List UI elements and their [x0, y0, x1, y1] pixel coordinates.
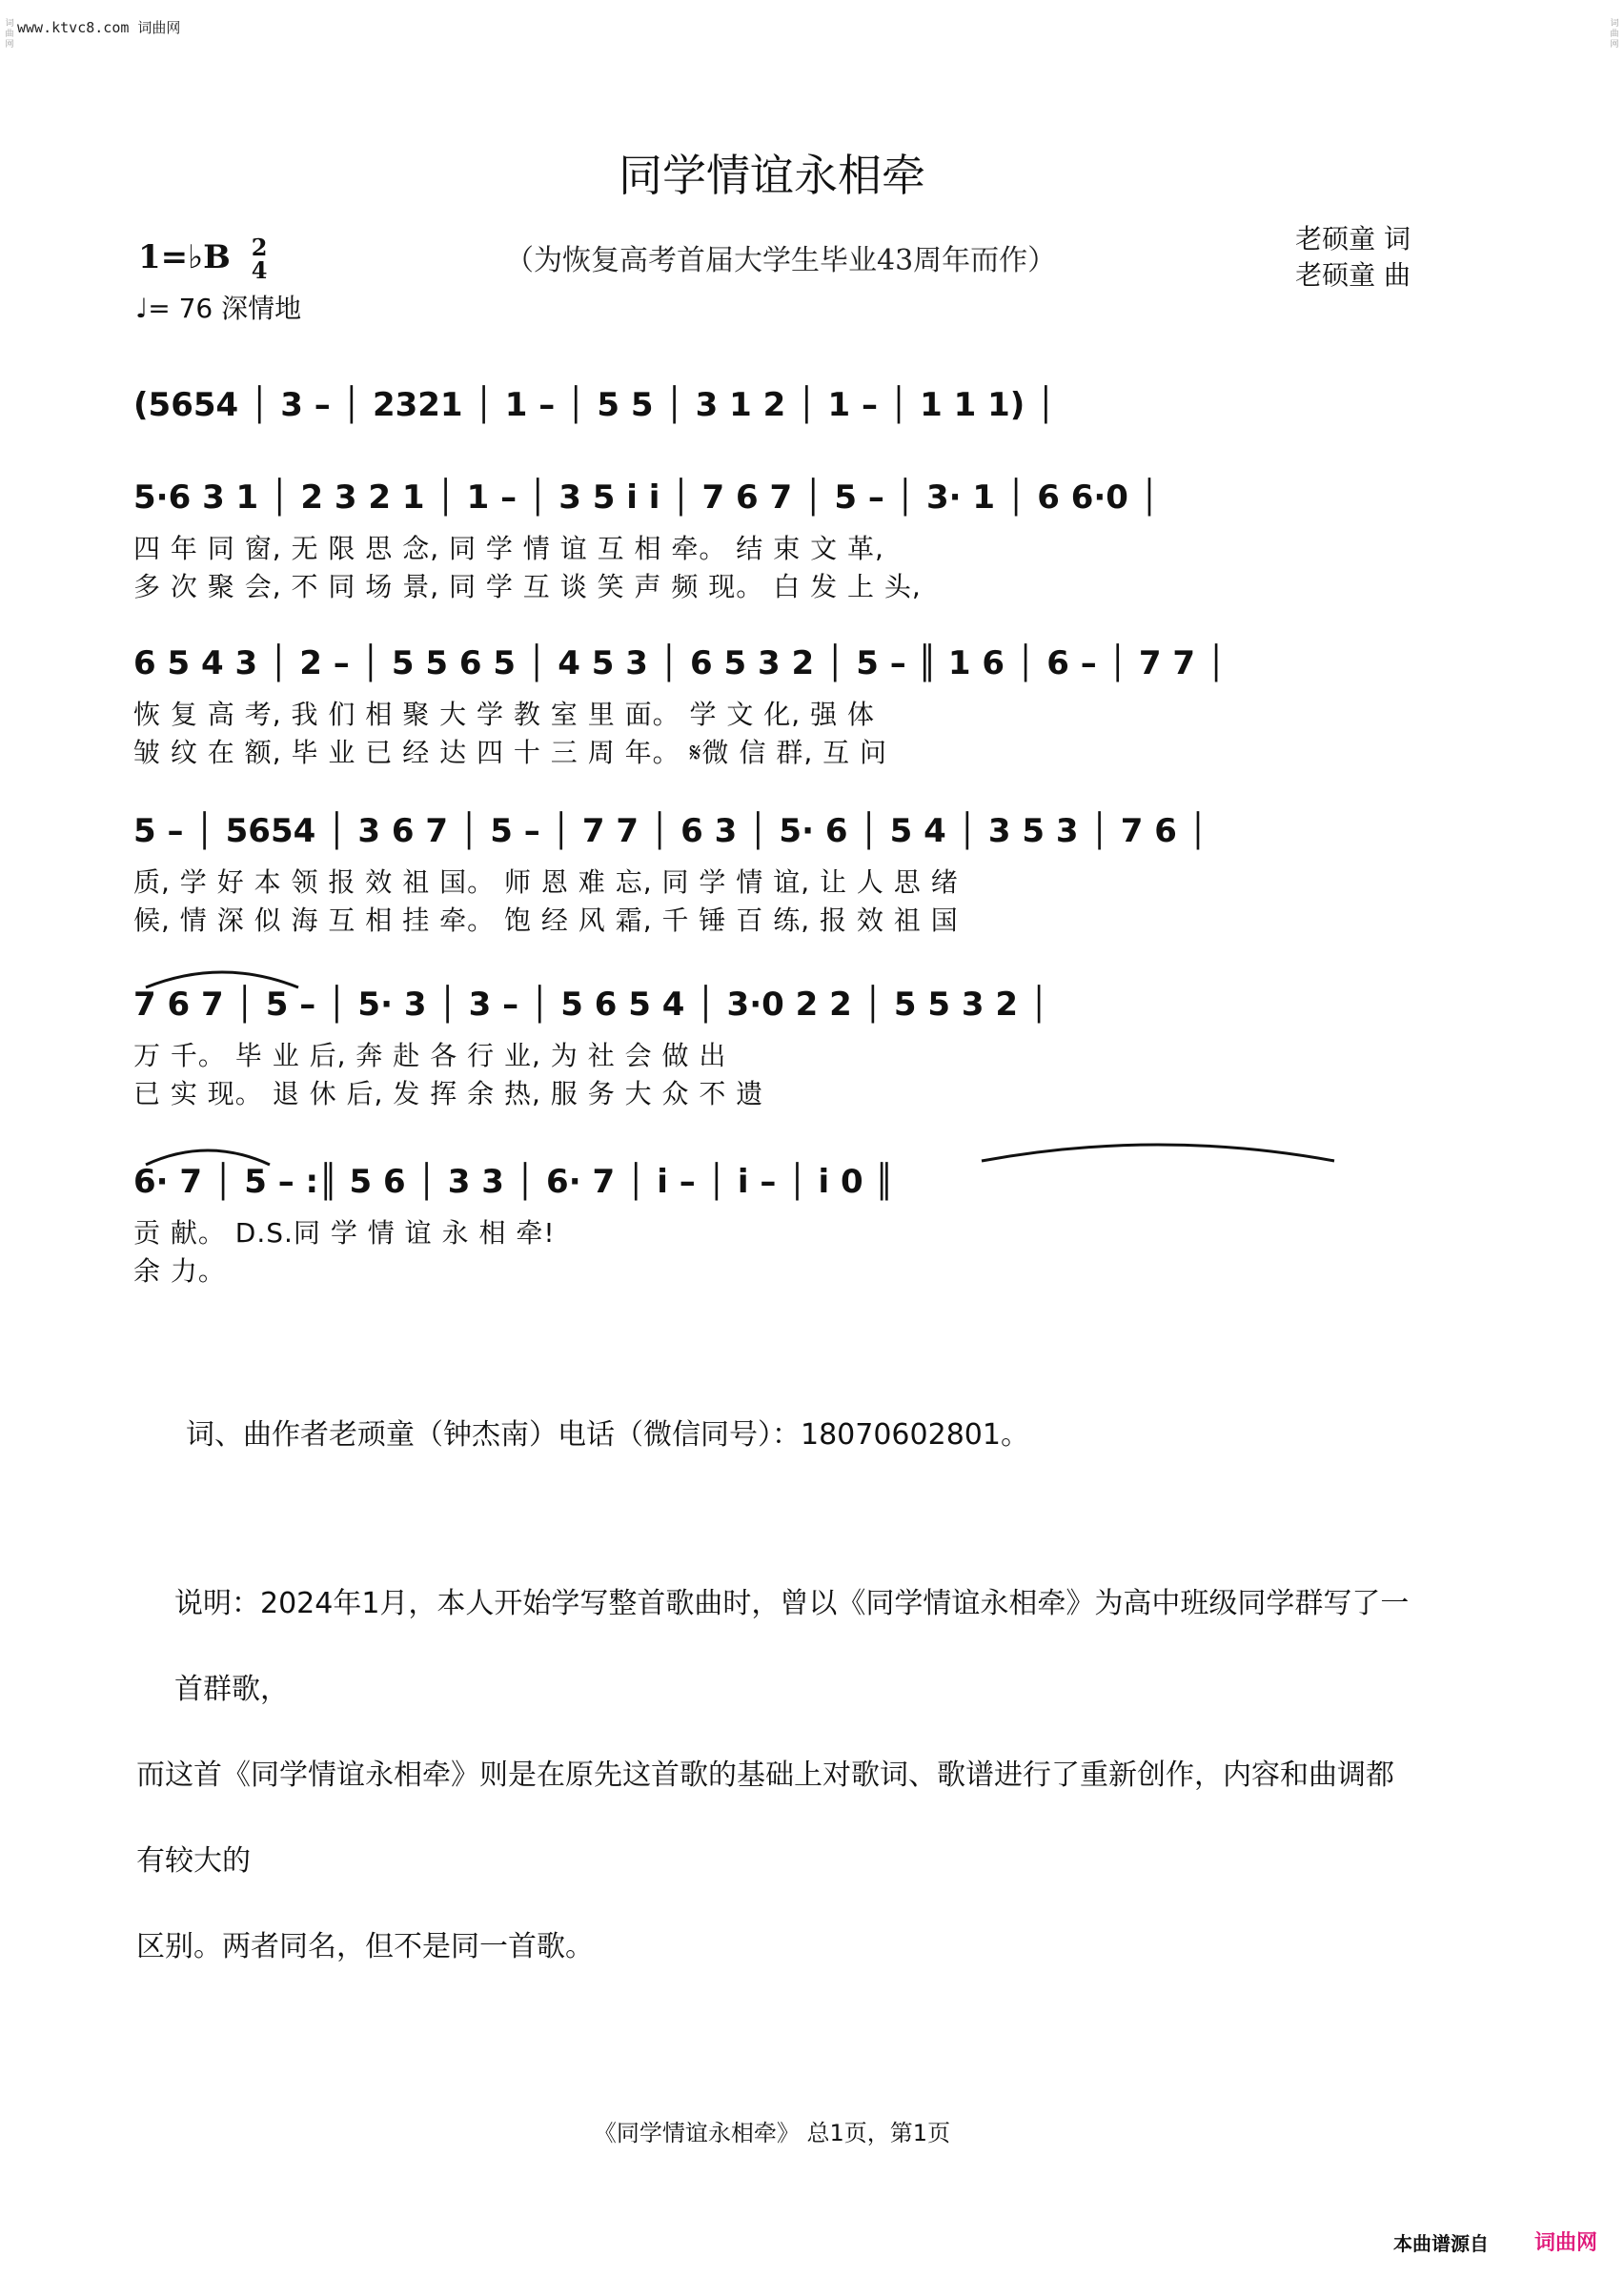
notes-line: 6 5 4 3 │ 2 – │ 5 5 6 5 │ 4 5 3 │ 6 5 3 2 │ 5 – ║ 1 6 │ 6 – │ 7 7 │: [133, 644, 1227, 682]
score-row-6: [133, 1153, 1415, 1287]
brand-logo[interactable]: 词曲网: [1534, 2231, 1598, 2255]
author-contact: 词、曲作者老顽童（钟杰南）电话（微信同号）：18070602801。: [186, 1418, 1029, 1452]
lyric-verse-1: 质, 学 好 本 领 报 效 祖 国。 师 恩 难 忘, 同 学 情 谊, 让 人 思 绪: [133, 866, 959, 898]
notes-line: 7 6 7 │ 5 – │ 5· 3 │ 3 – │ 5 6 5 4 │ 3·0 2 2 │ 5 5 3 2 │: [133, 986, 1049, 1024]
notes-line: (5654 │ 3 – │ 2321 │ 1 – │ 5 5 │ 3 1 2 │ 1 – │ 1 1 1) │: [133, 386, 1056, 424]
time-signature: [252, 236, 268, 282]
lyric-verse-1: 四 年 同 窗, 无 限 思 念, 同 学 情 谊 互 相 牵。 结 束 文 革,: [133, 533, 884, 564]
time-sig-den: 4: [251, 256, 268, 284]
side-watermark-left: 词 曲 网: [5, 19, 14, 50]
source-label: 本曲谱源自: [1393, 2232, 1489, 2255]
subtitle: （为恢复高考首届大学生毕业43周年而作）: [505, 244, 1057, 277]
score-row-2: [133, 469, 1415, 602]
side-watermark-right: 词 曲 网: [1610, 19, 1619, 50]
site-header: www.ktvc8.com 词曲网: [17, 19, 181, 36]
lyric-verse-2: 候, 情 深 似 海 互 相 挂 牵。 饱 经 风 霜, 千 锤 百 练, 报 效 祖 国: [133, 905, 959, 936]
note-line: 区别。两者同名，但不是同一首歌。: [136, 1930, 594, 1963]
lyricist: 老硕童 词: [1295, 223, 1411, 254]
lyric-verse-2: 多 次 聚 会, 不 同 场 景, 同 学 互 谈 笑 声 频 现。 白 发 上 头,: [133, 571, 922, 602]
key-label: 1=♭B: [138, 238, 231, 276]
lyric-verse-2: 已 实 现。 退 休 后, 发 挥 余 热, 服 务 大 众 不 遗: [133, 1078, 764, 1109]
score-row-3: [133, 635, 1415, 768]
lyric-verse-1: 万 千。 毕 业 后, 奔 赴 各 行 业, 为 社 会 做 出: [133, 1040, 727, 1071]
score-row-5: [133, 976, 1415, 1109]
lyric-verse-1: 贡 献。 D.S.同 学 情 谊 永 相 牵!: [133, 1217, 556, 1249]
key-signature: [138, 236, 267, 282]
score-row-1: [133, 376, 1415, 443]
lyric-verse-1: 恢 复 高 考, 我 们 相 聚 大 学 教 室 里 面。 学 文 化, 强 体: [133, 699, 876, 730]
note-paragraph: [136, 1561, 1413, 1990]
page-footer: 《同学情谊永相牵》 总1页，第1页: [593, 2120, 951, 2146]
notes-line: 5 – │ 5654 │ 3 6 7 │ 5 – │ 7 7 │ 6 3 │ 5· 6 │ 5 4 │ 3 5 3 │ 7 6 │: [133, 812, 1208, 850]
time-sig-num: 2: [251, 234, 268, 261]
score-row-4: [133, 803, 1415, 936]
note-line: 说明：2024年1月，本人开始学写整首歌曲时，曾以《同学情谊永相牵》为高中班级同学群写了一首群歌，: [174, 1587, 1410, 1706]
composer: 老硕童 曲: [1295, 259, 1411, 291]
song-title: 同学情谊永相牵: [619, 150, 925, 201]
lyric-verse-2: 皱 纹 在 额, 毕 业 已 经 达 四 十 三 周 年。 𝄋微 信 群, 互 问: [133, 737, 888, 768]
notes-line: 5·6 3 1 │ 2 3 2 1 │ 1 – │ 3 5 i i │ 7 6 7 │ 5 – │ 3· 1 │ 6 6·0 │: [133, 478, 1160, 517]
notes-line: 6· 7 │ 5 – :║ 5 6 │ 3 3 │ 6· 7 │ i – │ i – │ i 0 ║: [133, 1163, 894, 1201]
tempo-marking: ♩= 76 深情地: [135, 293, 302, 324]
lyric-verse-2: 余 力。: [133, 1255, 226, 1287]
credits: [1295, 221, 1411, 294]
note-line: 而这首《同学情谊永相牵》则是在原先这首歌的基础上对歌词、歌谱进行了重新创作，内容和曲调都有较大的: [136, 1759, 1394, 1878]
